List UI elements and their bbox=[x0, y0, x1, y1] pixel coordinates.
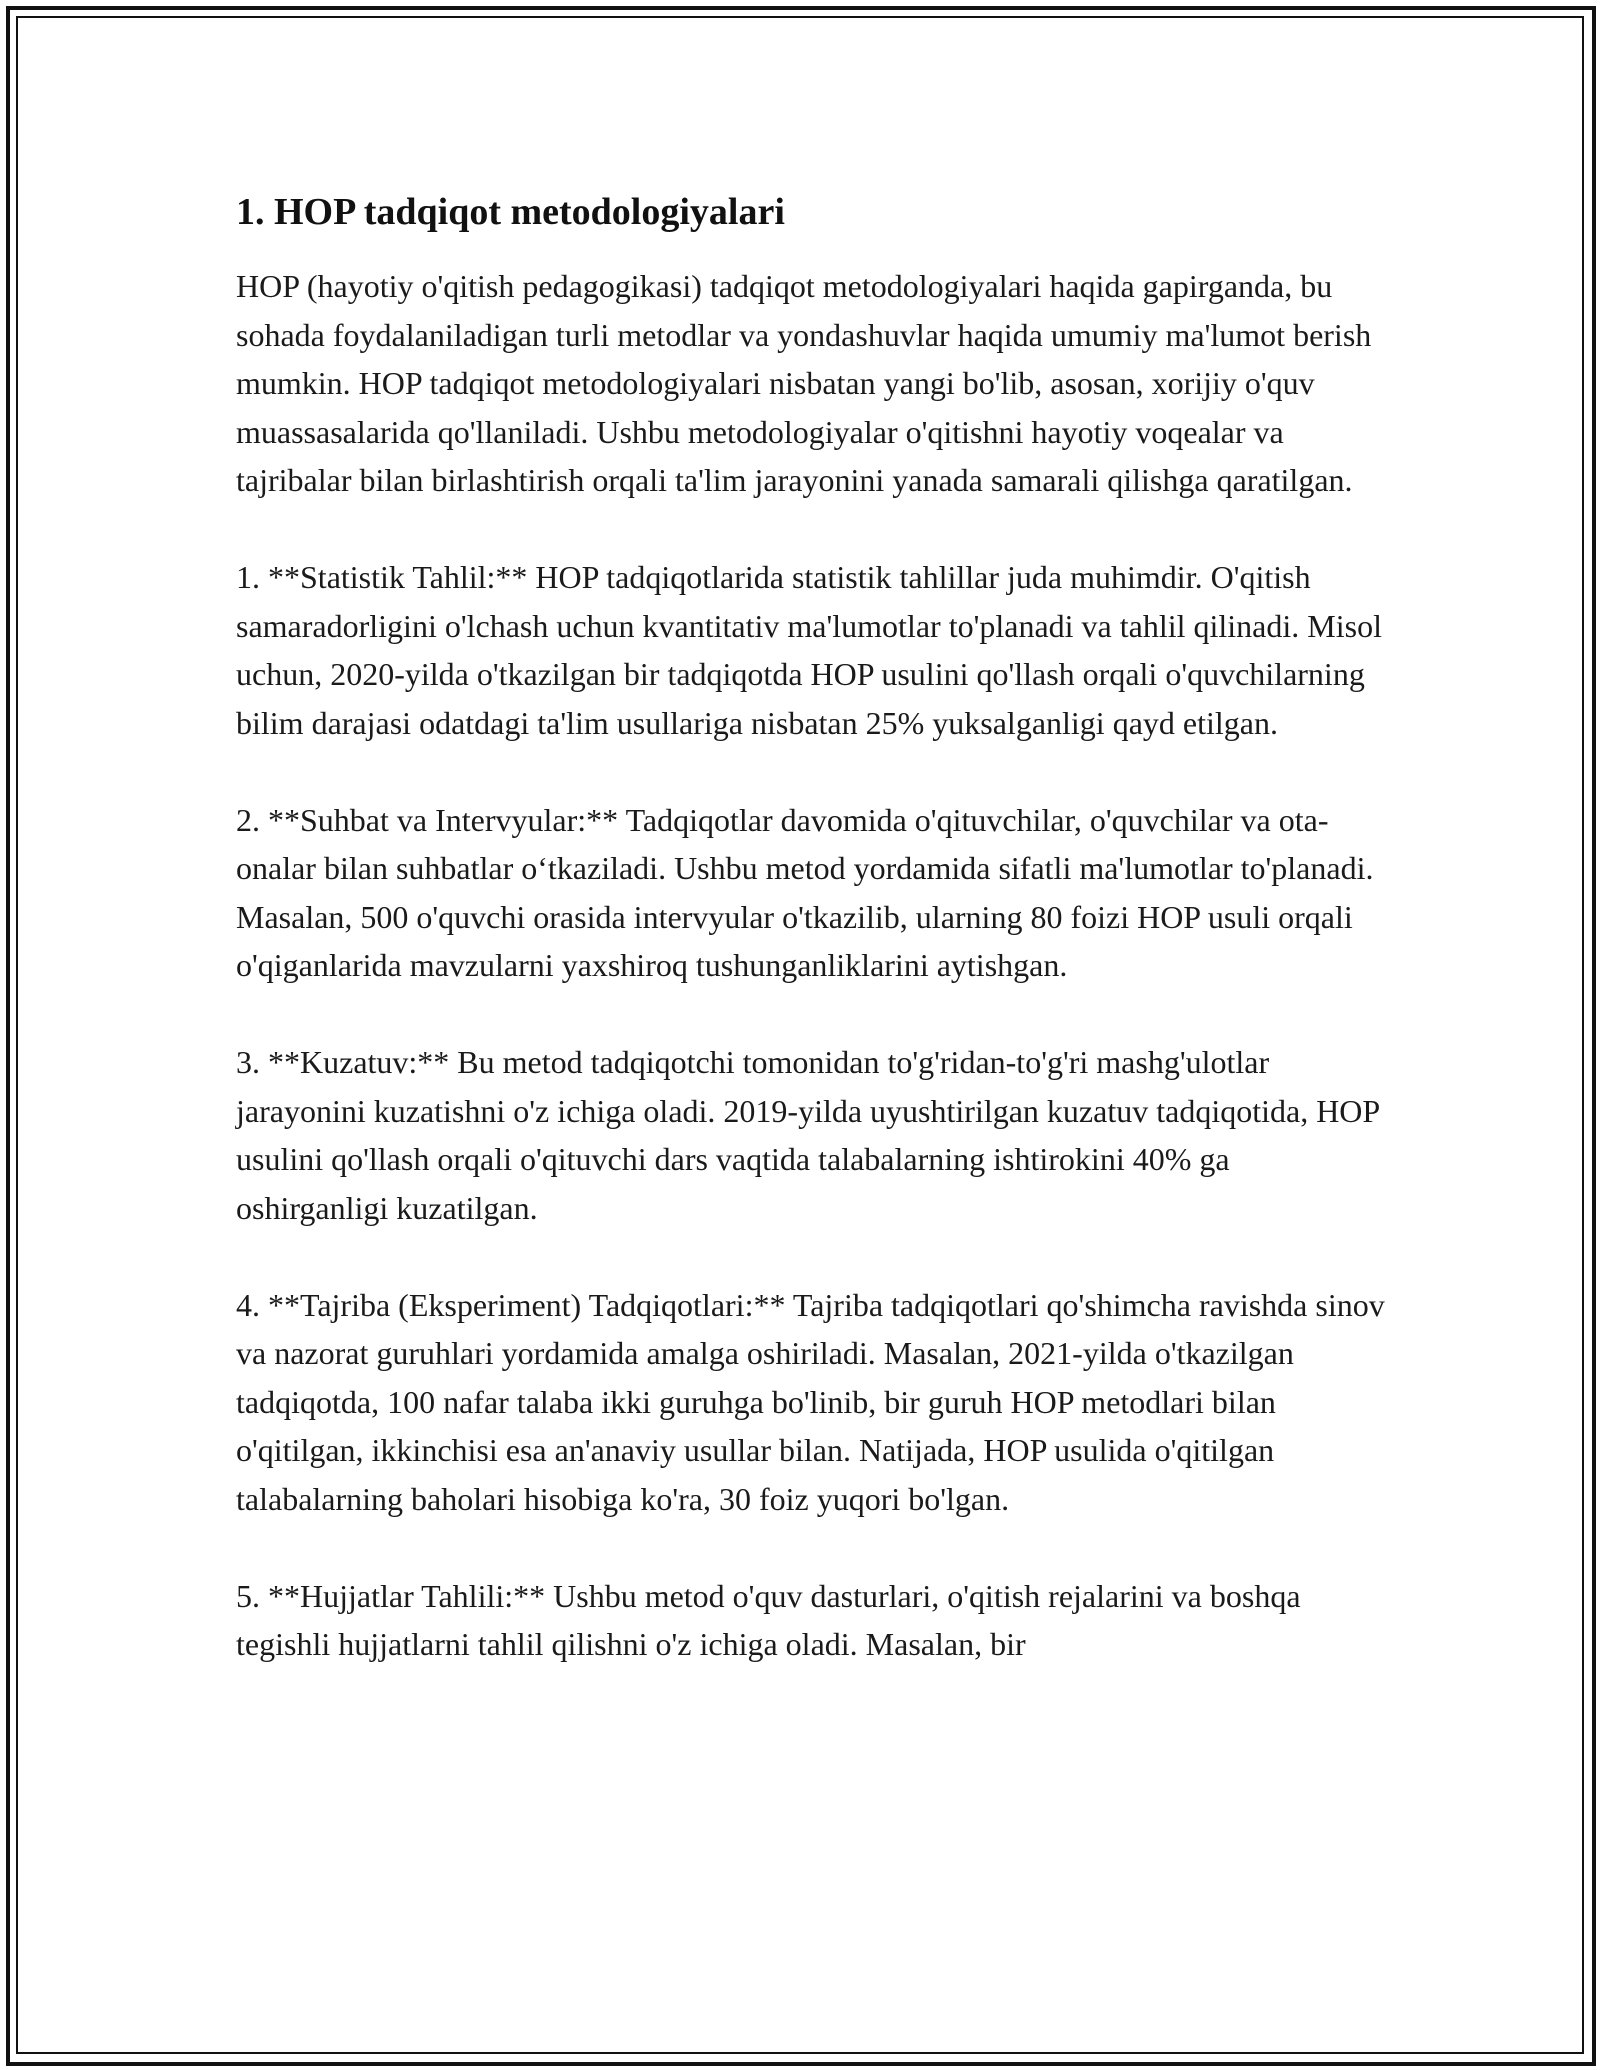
paragraph-kuzatuv: 3. **Kuzatuv:** Bu metod tadqiqotchi tomonidan to'g'ridan-to'g'ri mashg'ulotlar jarayonini kuzatishni o'z ichiga oladi. 2019-yilda uyushtirilgan kuzatuv tadqiqotida, HOP usulini qo'llash orqali o'qituvchi dars vaqtida talabalarning ishtirokini 40% ga oshirganligi kuzatilgan. bbox=[236, 1044, 1380, 1226]
document-body bbox=[236, 188, 1386, 1717]
paragraph-hujjatlar-tahlili: 5. **Hujjatlar Tahlili:** Ushbu metod o'quv dasturlari, o'qitish rejalarini va boshqa tegishli hujjatlarni tahlil qilishni o'z ichiga oladi. Masalan, bir bbox=[236, 1577, 1301, 1662]
intro-paragraph: HOP (hayotiy o'qitish pedagogikasi) tadqiqot metodologiyalari haqida gapirganda, bu sohada foydalaniladigan turli metodlar va yondashuvlar haqida umumiy ma'lumot berish mumkin. HOP tadqiqot metodologiyalari nisbatan yangi bo'lib, asosan, xorijiy o'quv muassasalarida qo'llaniladi. Ushbu metodologiyalar o'qitishni hayotiy voqealar va tajribalar bilan birlashtirish orqali ta'lim jarayonini yanada samarali qilishga qaratilgan. bbox=[236, 268, 1372, 498]
paragraph-tajriba-tadqiqotlari: 4. **Tajriba (Eksperiment) Tadqiqotlari:** Tajriba tadqiqotlari qo'shimcha ravishda sinov va nazorat guruhlari yordamida amalga oshiriladi. Masalan, 2021-yilda o'tkazilgan tadqiqotda, 100 nafar talaba ikki guruhga bo'linib, bir guruh HOP metodlari bilan o'qitilgan, ikkinchisi esa an'anaviy usullar bilan. Natijada, HOP usulida o'qitilgan talabalarning baholari hisobiga ko'ra, 30 foiz yuqori bo'lgan. bbox=[236, 1286, 1385, 1517]
paragraph-suhbat-intervyular: 2. **Suhbat va Intervyular:** Tadqiqotlar davomida o'qituvchilar, o'quvchilar va ota-onalar bilan suhbatlar o‘tkaziladi. Ushbu metod yordamida sifatli ma'lumotlar to'planadi. Masalan, 500 o'quvchi orasida intervyular o'tkazilib, ularning 80 foizi HOP usuli orqali o'qiganlarida mavzularni yaxshiroq tushunganliklarini aytishgan. bbox=[236, 801, 1374, 983]
section-heading: 1. HOP tadqiqot metodologiyalari bbox=[236, 191, 785, 233]
paragraph-statistik-tahlil: 1. **Statistik Tahlil:** HOP tadqiqotlarida statistik tahlillar juda muhimdir. O'qitish samaradorligini o'lchash uchun kvantitativ ma'lumotlar to'planadi va tahlil qilinadi. Misol uchun, 2020-yilda o'tkazilgan bir tadqiqotda HOP usulini qo'llash orqali o'quvchilarning bilim darajasi odatdagi ta'lim usullariga nisbatan 25% yuksalganligi qayd etilgan. bbox=[236, 559, 1382, 741]
